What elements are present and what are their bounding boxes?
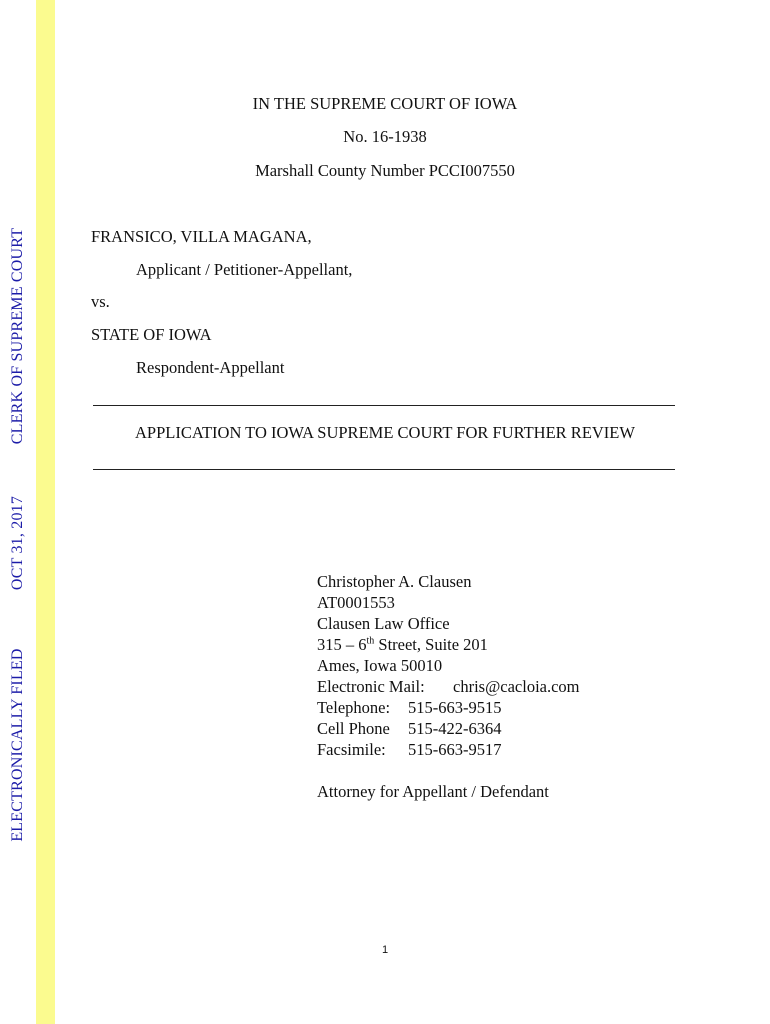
page-number: 1 (381, 944, 389, 956)
email-line: Electronic Mail: chris@cacloia.com (317, 677, 580, 696)
cell-line: Cell Phone 515-422-6364 (317, 719, 502, 738)
email-link[interactable]: chris@cacloia.com (453, 677, 580, 696)
case-number: No. 16-1938 (343, 127, 427, 146)
versus: vs. (91, 292, 110, 311)
filing-stamp-stripe (36, 0, 55, 1024)
divider-bottom (93, 469, 675, 470)
document-title: APPLICATION TO IOWA SUPREME COURT FOR FURTHER REVIEW (135, 423, 635, 442)
filing-stamp (0, 0, 36, 1024)
applicant-role: Applicant / Petitioner-Appellant, (136, 260, 353, 279)
court-heading: IN THE SUPREME COURT OF IOWA (252, 94, 518, 113)
attorney-role: Attorney for Appellant / Defendant (317, 782, 549, 801)
bar-number: AT0001553 (317, 593, 395, 612)
applicant-name: FRANSICO, VILLA MAGANA, (91, 227, 312, 246)
firm-name: Clausen Law Office (317, 614, 450, 633)
respondent-name: STATE OF IOWA (91, 325, 212, 344)
clerk-stamp-text: CLERK OF SUPREME COURT (9, 227, 26, 445)
respondent-role: Respondent-Appellant (136, 358, 285, 377)
filed-stamp-text: ELECTRONICALLY FILED (9, 648, 26, 842)
signature-block (317, 571, 580, 802)
street-address: 315 – 6th Street, Suite 201 (317, 635, 488, 654)
city-address: Ames, Iowa 50010 (317, 656, 443, 675)
county-number: Marshall County Number PCCI007550 (255, 161, 515, 180)
telephone-line: Telephone: 515-663-9515 (317, 698, 502, 717)
fax-line: Facsimile: 515-663-9517 (317, 740, 502, 759)
filed-date-text: OCT 31, 2017 (9, 495, 26, 591)
attorney-name: Christopher A. Clausen (317, 572, 472, 591)
divider-top (93, 405, 675, 406)
